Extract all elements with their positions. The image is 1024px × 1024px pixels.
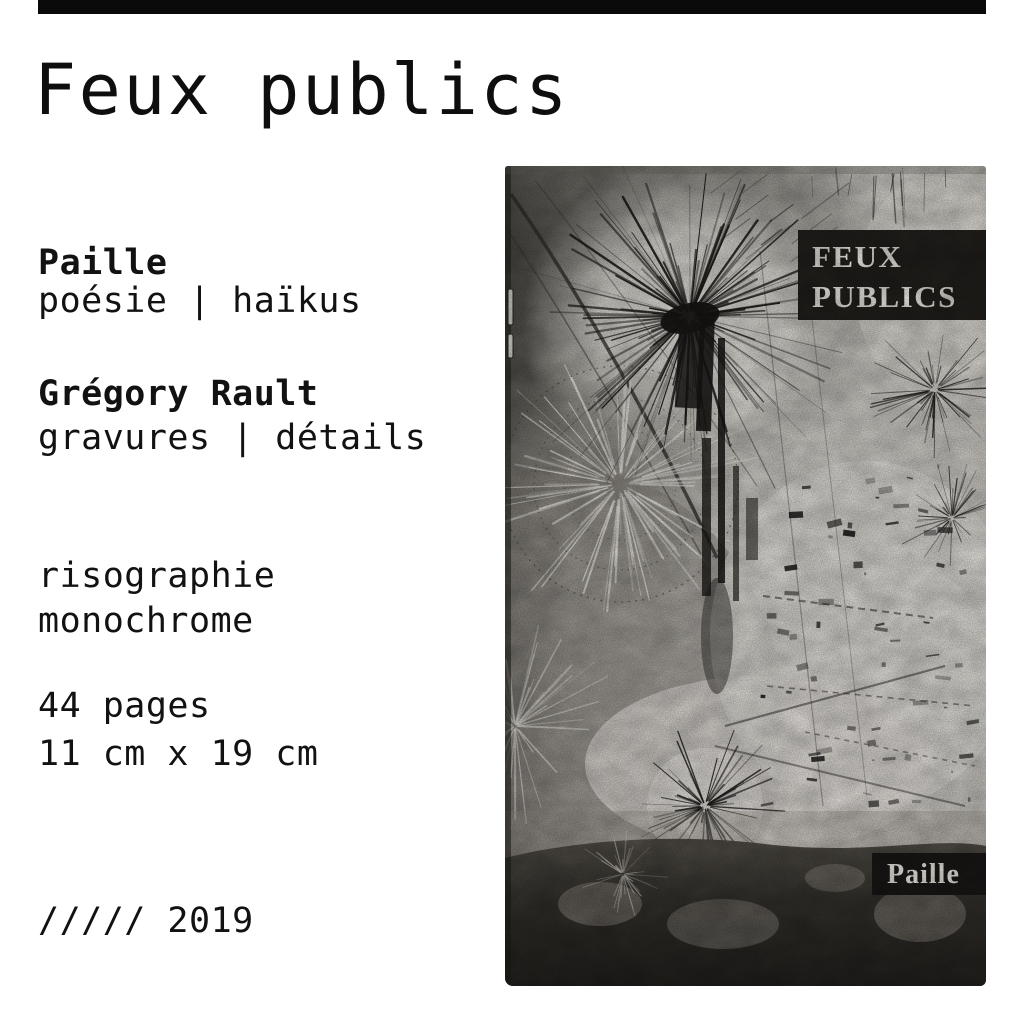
cover-title-line1: FEUX (812, 239, 903, 274)
author-name: Grégory Rault (38, 374, 319, 414)
page-count: 44 pages (38, 686, 211, 726)
publisher-description: poésie | haïkus (38, 281, 362, 321)
cover-title-line2: PUBLICS (812, 279, 957, 314)
year-line: ///// 2019 (38, 901, 254, 941)
book-cover-photo (505, 166, 986, 986)
publisher-name: Paille (38, 243, 168, 283)
cover-publisher-label: Paille (887, 859, 960, 890)
page-title: Feux publics (34, 49, 570, 131)
technique-line-1: risographie (38, 556, 276, 596)
top-divider-bar (38, 0, 986, 14)
dimensions: 11 cm x 19 cm (38, 734, 319, 774)
author-description: gravures | détails (38, 418, 427, 458)
book-cover-art (505, 166, 986, 986)
technique-line-2: monochrome (38, 601, 254, 641)
